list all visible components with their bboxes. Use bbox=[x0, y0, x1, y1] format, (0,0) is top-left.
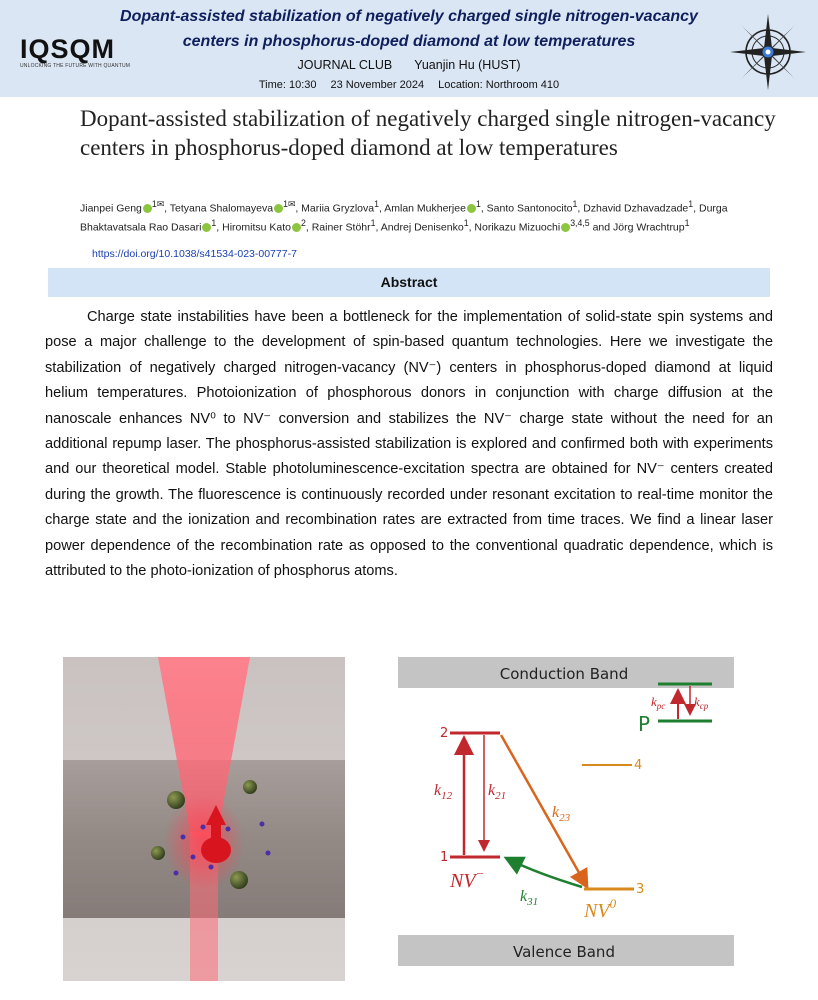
mail-icon[interactable]: ✉ bbox=[156, 199, 165, 209]
author-name: Hiromitsu Kato bbox=[222, 221, 291, 233]
phosphorus-atom bbox=[151, 846, 165, 860]
author-name: Tetyana Shalomayeva bbox=[169, 202, 274, 215]
affiliation-number: 1 bbox=[211, 217, 217, 228]
phosphorus-label: P bbox=[638, 712, 651, 736]
author-name: Rainer Stöhr bbox=[311, 221, 371, 233]
talk-title-line-2: centers in phosphorus-doped diamond at low temperatures bbox=[182, 33, 636, 50]
valence-band-label: Valence Band bbox=[513, 943, 615, 961]
author-name: Dzhavid Dzhavadzade bbox=[583, 202, 689, 215]
electron bbox=[181, 835, 186, 840]
electron bbox=[209, 865, 214, 870]
k31-arrow bbox=[508, 859, 582, 887]
author-name: Amlan Mukherjee bbox=[384, 202, 466, 215]
schedule-info bbox=[0, 79, 818, 91]
level-1-label: 1 bbox=[440, 850, 449, 865]
conduction-band-label: Conduction Band bbox=[499, 665, 629, 683]
electron bbox=[191, 855, 196, 860]
affiliation-number: 1 bbox=[684, 217, 690, 228]
affiliation-number: 2 bbox=[300, 217, 306, 228]
location-label: Location: Northroom 410 bbox=[438, 79, 560, 91]
affiliation-number: 1 bbox=[463, 217, 469, 228]
author-name: Jianpei Geng bbox=[80, 202, 142, 215]
kcp-label: $k_{cp}$ bbox=[694, 694, 709, 711]
logo-tagline: UNLOCKING THE FUTURE WITH QUANTUM bbox=[20, 63, 131, 69]
phosphorus-atom bbox=[167, 791, 185, 809]
electron bbox=[260, 822, 265, 827]
affiliation-number: 3,4,5 bbox=[570, 217, 590, 228]
orcid-icon[interactable] bbox=[143, 204, 152, 213]
orcid-icon[interactable] bbox=[467, 204, 476, 213]
doi-link[interactable]: https://doi.org/10.1038/s41534-023-00777-7 bbox=[92, 248, 297, 260]
orcid-icon[interactable] bbox=[292, 223, 301, 232]
nv-minus-label: NV− bbox=[450, 866, 485, 892]
presenter-label: Yuanjin Hu (HUST) bbox=[414, 58, 521, 72]
electron bbox=[201, 825, 206, 830]
paper-title: Dopant-assisted stabilization of negatively charged single nitrogen-vacancy centers in phosphorus-doped diamond at low temperatures bbox=[80, 106, 776, 160]
time-label: Time: 10:30 bbox=[258, 79, 317, 91]
talk-title-line-1: Dopant-assisted stabilization of negatively charged single nitrogen-vacancy bbox=[120, 8, 698, 25]
affiliation-number: 1 bbox=[572, 199, 578, 209]
abstract-text: Charge state instabilities have been a bottleneck for the implementation of solid-state spin systems and pose a major challenge to the development of spin-based quantum technologies. Here we investigate the stabilization of negatively charged nitrogen-vacancy (NV⁻) centers in phosphorus-doped diamond at liquid helium temperatures. Photoionization of phosphorous donors in conjunction with charge diffusion at the nanoscale enhances NV⁰ to NV⁻ conversion and stabilizes the NV⁻ charge state without the need for an additional repump laser. The phosphorus-assisted stabilization is explored and confirmed both with experiments and our theoretical model. Stable photoluminescence-excitation spectra are obtained for NV⁻ centers created during the growth. The fluorescence is continuously recorded under resonant excitation to real-time monitor the charge state and the ionization and recombination rates are extracted from time traces. We find a linear laser power dependence of the recombination rate as opposed to the conventional quadratic dependence, which is attributed to the photo-ionization of phosphorus atoms. bbox=[45, 309, 773, 580]
electron bbox=[174, 871, 179, 876]
level-2-label: 2 bbox=[440, 726, 449, 741]
author-name: Andrej Denisenko bbox=[380, 221, 464, 233]
series-label: JOURNAL CLUB bbox=[297, 58, 393, 72]
affiliation-number: 1 bbox=[475, 199, 481, 209]
level-3-label: 3 bbox=[636, 882, 645, 897]
affiliation-number: 1 bbox=[283, 199, 288, 209]
kpc-label: $k_{pc}$ bbox=[651, 694, 666, 711]
header-banner bbox=[0, 0, 818, 97]
author-name: Norikazu Mizuochi bbox=[474, 221, 561, 233]
k31-label: $k_{31}$ bbox=[520, 888, 539, 908]
k21-label: $k_{21}$ bbox=[488, 782, 507, 802]
orcid-icon[interactable] bbox=[274, 204, 283, 213]
affiliation-number: 1 bbox=[151, 199, 157, 209]
mail-icon[interactable]: ✉ bbox=[287, 199, 296, 209]
energy-level-diagram bbox=[396, 655, 736, 993]
session-info bbox=[0, 58, 818, 72]
author-conjunction: and bbox=[592, 221, 611, 233]
level-4-label: 4 bbox=[634, 758, 643, 773]
affiliation-number: 1 bbox=[374, 199, 379, 209]
logo-text: IQSQM bbox=[20, 34, 116, 64]
author-name: Durga Bhaktavatsala Rao Dasari bbox=[80, 202, 728, 233]
phosphorus-atom bbox=[230, 871, 248, 889]
author-name: Santo Santonocito bbox=[486, 202, 573, 215]
compass-rose-icon bbox=[728, 12, 808, 92]
electron bbox=[226, 827, 231, 832]
nv-center-illustration bbox=[63, 657, 345, 981]
author-name: Mariia Gryzlova bbox=[301, 202, 375, 215]
k23-label: $k_{23}$ bbox=[552, 804, 571, 824]
orcid-icon[interactable] bbox=[561, 223, 570, 232]
date-label: 23 November 2024 bbox=[330, 79, 425, 91]
k12-label: $k_{12}$ bbox=[434, 782, 453, 802]
author-name: Jörg Wrachtrup bbox=[613, 221, 685, 233]
abstract-heading: Abstract bbox=[48, 268, 770, 297]
author-list: Jianpei Geng $^{1✉}$, Tetyana Shalomayeva $^{1✉}$, Mariia Gryzlova$^1$, Amlan Mukherjee $^1$, Santo Santonocito$^1$, Dzhavid Dzhavadzade$^1$, Durga Bhaktavatsala Rao Dasari $^1$, Hiromitsu Kato $^2$, Rainer Stöhr$^1$, Andrej Denisenko$^1$, Norikazu Mizuochi $^{3,4,5}$ and Jörg Wrachtrup$^1$ bbox=[80, 199, 728, 233]
electron bbox=[266, 851, 271, 856]
affiliation-number: 1 bbox=[688, 199, 694, 209]
phosphorus-atom bbox=[243, 780, 257, 794]
nv-zero-label: $NV^0$ bbox=[584, 896, 617, 922]
spin-arrow-shaft bbox=[211, 822, 221, 862]
affiliation-number: 1 bbox=[370, 217, 376, 228]
